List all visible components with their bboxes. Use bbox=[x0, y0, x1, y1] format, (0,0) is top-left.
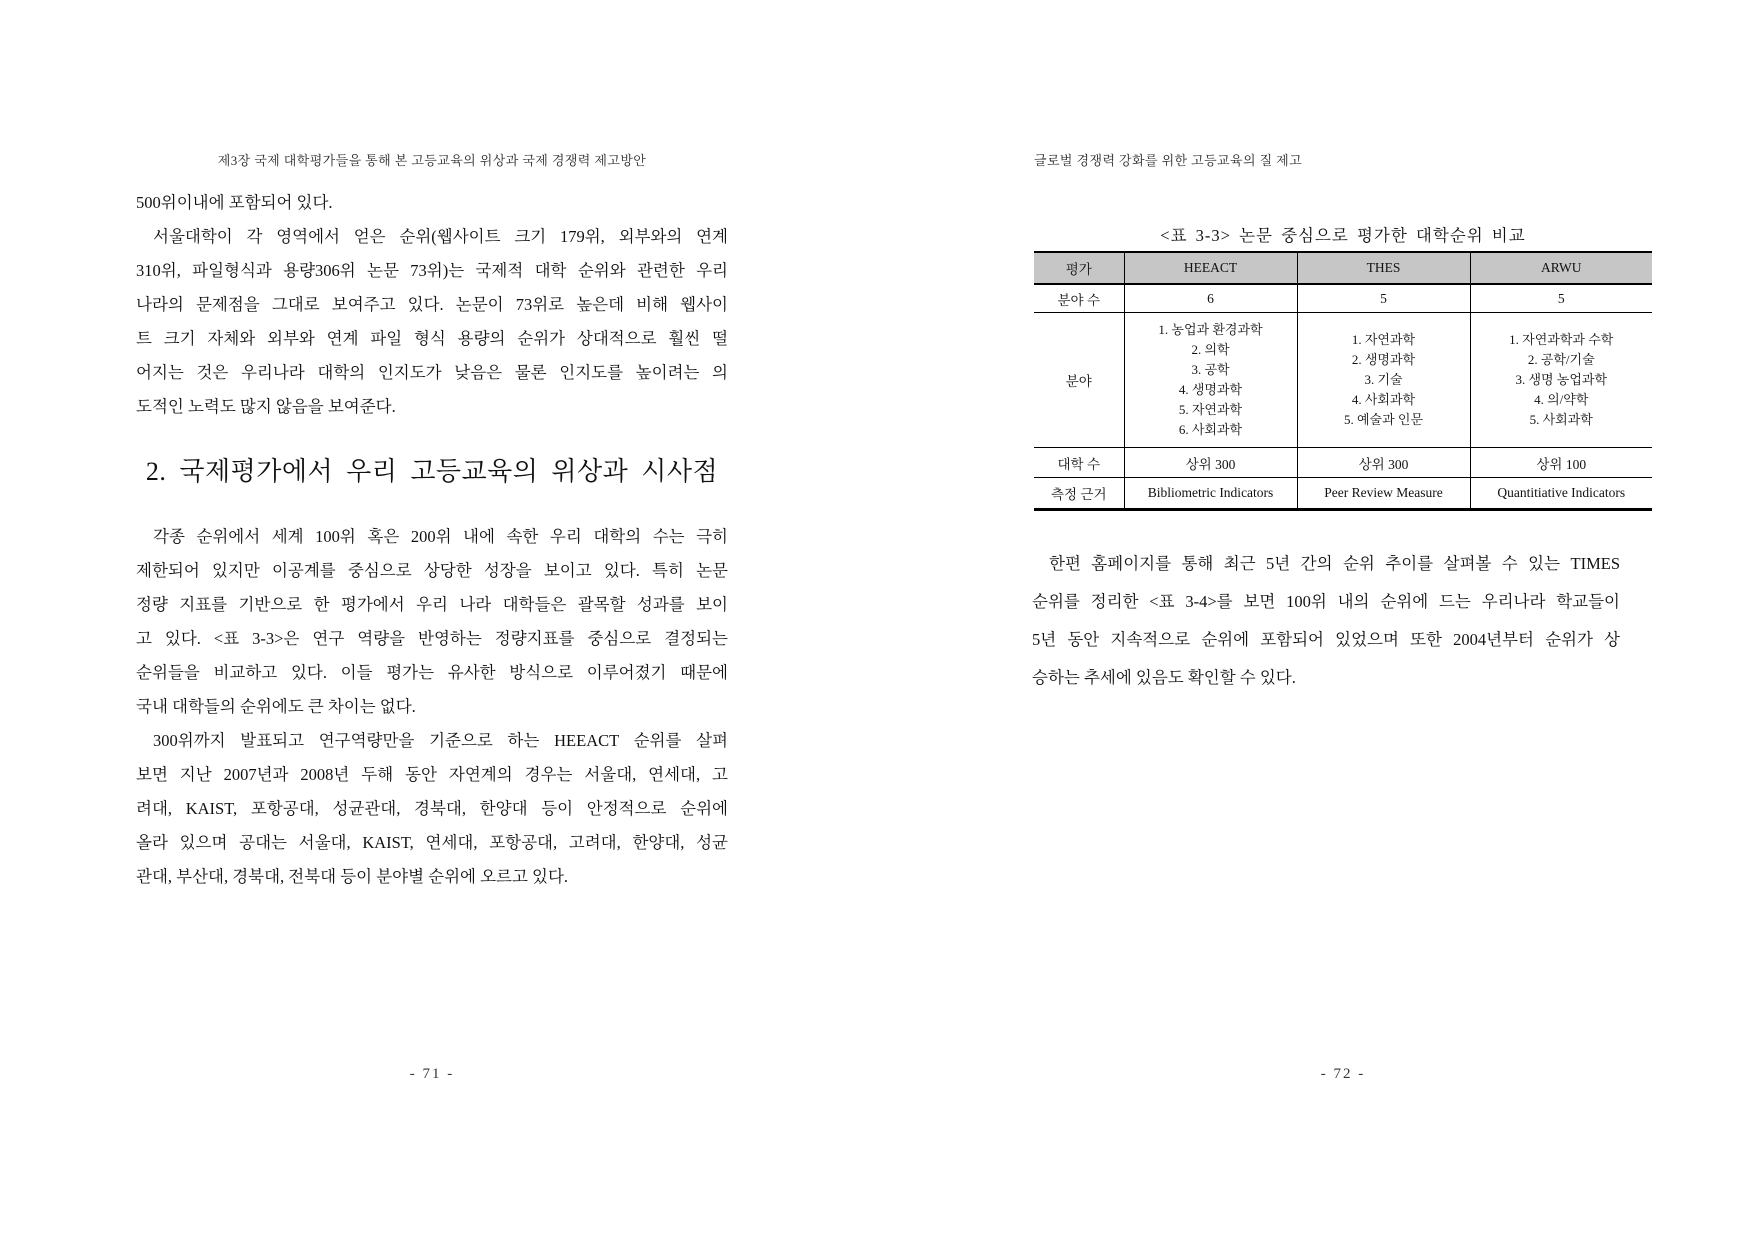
text-line: 500위이내에 포함되어 있다. bbox=[136, 193, 333, 212]
table-row bbox=[1034, 478, 1652, 510]
table-row bbox=[1034, 284, 1652, 313]
table-cell: 5 bbox=[1470, 284, 1652, 313]
table-header-row bbox=[1034, 252, 1652, 284]
field-item: 1. 자연과학과 수학 bbox=[1509, 332, 1614, 347]
text-line: 도적인 노력도 많지 않음을 보여준다. bbox=[136, 397, 396, 416]
section-heading: 2. 국제평가에서 우리 고등교육의 위상과 시사점 bbox=[145, 457, 719, 486]
text-line: 정량 지표를 기반으로 한 평가에서 우리 나라 대학들은 괄목할 성과를 보이 bbox=[136, 595, 728, 614]
text-line: 고 있다. <표 3-3>은 연구 역량을 반영하는 정량지표를 중심으로 결정되는 bbox=[136, 629, 728, 648]
column-header: HEEACT bbox=[1124, 252, 1297, 284]
row-label: 분야 bbox=[1034, 313, 1124, 448]
field-item: 2. 의학 bbox=[1191, 342, 1230, 357]
table-cell: Peer Review Measure bbox=[1297, 478, 1470, 510]
text-line: 보면 지난 2007년과 2008년 두해 동안 자연계의 경우는 서울대, 연세대, 고 bbox=[136, 765, 728, 784]
text-line: 순위들을 비교하고 있다. 이들 평가는 유사한 방식으로 이루어졌기 때문에 bbox=[136, 663, 728, 682]
field-item: 3. 기술 bbox=[1364, 372, 1403, 387]
text-line: 310위, 파일형식과 용량306위 논문 73위)는 국제적 대학 순위와 관련한 우리 bbox=[136, 261, 728, 280]
column-header: ARWU bbox=[1470, 252, 1652, 284]
right-page bbox=[1032, 0, 1654, 1240]
field-item: 2. 공학/기술 bbox=[1527, 352, 1595, 367]
table-cell: 6 bbox=[1124, 284, 1297, 313]
text-line: 순위를 정리한 <표 3-4>를 보면 100위 내의 순위에 드는 우리나라 학교들이 bbox=[1032, 592, 1620, 611]
text-line: 각종 순위에서 세계 100위 혹은 200위 내에 속한 우리 대학의 수는 극히 bbox=[153, 527, 728, 546]
paragraph bbox=[1032, 545, 1620, 697]
page-number-left: - 71 - bbox=[409, 1066, 455, 1082]
field-item: 1. 농업과 환경과학 bbox=[1158, 322, 1263, 337]
text-line: 한편 홈페이지를 통해 최근 5년 간의 순위 추이를 살펴볼 수 있는 TIMES bbox=[1049, 554, 1620, 573]
text-line: 려대, KAIST, 포항공대, 성균관대, 경북대, 한양대 등이 안정적으로 순위에 bbox=[136, 799, 728, 818]
field-item: 4. 생명과학 bbox=[1178, 382, 1243, 397]
table-cell: 상위 100 bbox=[1470, 448, 1652, 478]
field-item: 1. 자연과학 bbox=[1351, 332, 1416, 347]
table-cell bbox=[1470, 313, 1652, 448]
table-title: <표 3-3> 논문 중심으로 평가한 대학순위 비교 bbox=[1160, 226, 1526, 245]
field-item: 5. 예술과 인문 bbox=[1343, 412, 1424, 427]
row-label: 대학 수 bbox=[1034, 448, 1124, 478]
field-item: 2. 생명과학 bbox=[1351, 352, 1416, 367]
table-cell: 상위 300 bbox=[1124, 448, 1297, 478]
left-page bbox=[136, 0, 728, 1240]
ranking-comparison-table bbox=[1034, 251, 1652, 511]
text-line: 관대, 부산대, 경북대, 전북대 등이 분야별 순위에 오르고 있다. bbox=[136, 867, 569, 886]
table-cell: Quantitiative Indicators bbox=[1470, 478, 1652, 510]
field-item: 5. 자연과학 bbox=[1178, 402, 1243, 417]
text-line: 서울대학이 각 영역에서 얻은 순위(웹사이트 크기 179위, 외부와의 연계 bbox=[153, 227, 728, 246]
column-header: 평가 bbox=[1034, 252, 1124, 284]
text-line: 승하는 추세에 있음도 확인할 수 있다. bbox=[1032, 668, 1296, 687]
paragraph bbox=[136, 186, 728, 424]
field-item: 4. 의/약학 bbox=[1534, 392, 1589, 407]
text-line: 올라 있으며 공대는 서울대, KAIST, 연세대, 포항공대, 고려대, 한양대, 성균 bbox=[136, 833, 728, 852]
field-item: 5. 사회과학 bbox=[1529, 412, 1593, 427]
row-label: 측정 근거 bbox=[1050, 487, 1107, 502]
paragraph bbox=[136, 520, 728, 894]
table-cell bbox=[1124, 313, 1297, 448]
field-item: 4. 사회과학 bbox=[1351, 392, 1416, 407]
row-label: 분야 수 bbox=[1034, 284, 1124, 313]
table-cell bbox=[1297, 313, 1470, 448]
field-item: 6. 사회과학 bbox=[1178, 422, 1243, 437]
table-row bbox=[1034, 448, 1652, 478]
text-line: 국내 대학들의 순위에도 큰 차이는 없다. bbox=[136, 697, 416, 716]
text-line: 어지는 것은 우리나라 대학의 인지도가 낮음은 물론 인지도를 높이려는 의 bbox=[136, 363, 728, 382]
field-item: 3. 생명 농업과학 bbox=[1515, 372, 1608, 387]
field-item: 3. 공학 bbox=[1191, 362, 1230, 377]
text-line: 제한되어 있지만 이공계를 중심으로 상당한 성장을 보이고 있다. 특히 논문 bbox=[136, 561, 728, 580]
text-line: 300위까지 발표되고 연구역량만을 기준으로 하는 HEEACT 순위를 살펴 bbox=[153, 731, 728, 750]
table-row bbox=[1034, 313, 1652, 448]
running-head-left: 제3장 국제 대학평가들을 통해 본 고등교육의 위상과 국제 경쟁력 제고방안 bbox=[217, 153, 647, 168]
column-header: THES bbox=[1297, 252, 1470, 284]
table-cell: 5 bbox=[1297, 284, 1470, 313]
table-cell: Bibliometric Indicators bbox=[1124, 478, 1297, 510]
running-head-right: 글로벌 경쟁력 강화를 위한 고등교육의 질 제고 bbox=[1034, 153, 1303, 168]
text-line: 5년 동안 지속적으로 순위에 포함되어 있었으며 또한 2004년부터 순위가 상 bbox=[1032, 630, 1620, 649]
table-cell: 상위 300 bbox=[1297, 448, 1470, 478]
text-line: 트 크기 자체와 외부와 연계 파일 형식 용량의 순위가 상대적으로 훨씬 떨 bbox=[136, 329, 728, 348]
text-line: 나라의 문제점을 그대로 보여주고 있다. 논문이 73위로 높은데 비해 웹사이 bbox=[136, 295, 728, 314]
page-number-right: - 72 - bbox=[1320, 1066, 1366, 1082]
